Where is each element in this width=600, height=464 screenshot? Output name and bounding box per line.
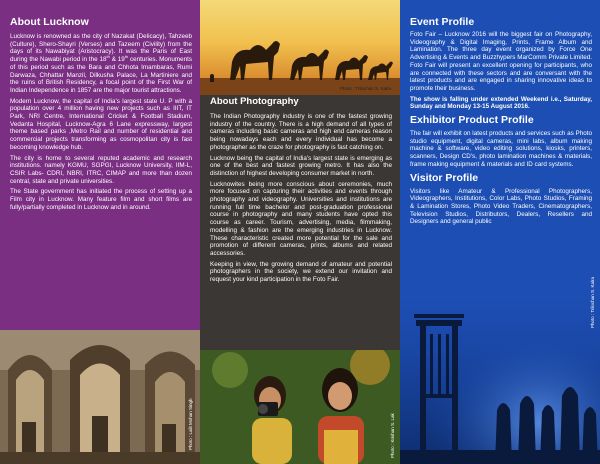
gate-silhouette-photo — [400, 276, 600, 464]
lucknow-para-4: The State government has initiated the process of setting up a Film city in Lucknow. Many feature film and short films are fully/partially completed in Lucknow and in around. — [10, 188, 192, 211]
gate-photo-credit: Photo : Trilochan S. Kalra — [590, 276, 595, 328]
camel-silhouette-photo — [200, 0, 400, 95]
sup-th-2: th — [124, 54, 129, 60]
event-profile-text — [410, 28, 592, 226]
event-dates-note: The show is falling under extended Weekend i.e., Saturday, Sunday and Monday 13-15 August 2016. — [410, 95, 592, 111]
photography-para-3: Lucknowites being more conscious about ceremonies, much more focused on capturing their activities and events through photography and videography. Universities and institutions are running full time bachelor and post-graduation professional course in photography and many students have opted this course as career. Tourism, advertising, media, filmmaking, modelling & fashion are the emerging industries in Lucknow. These characteristic created more potential for the sale and promotion of different cameras, prints, albums and related accessories. — [210, 180, 392, 257]
visitor-profile-heading: Visitor Profile — [410, 171, 479, 184]
camel-silhouettes — [200, 0, 400, 95]
event-profile-heading: Event Profile — [410, 16, 475, 28]
column-about-photography — [200, 0, 400, 464]
photography-para-4: Keeping in view, the growing demand of amateur and potential photographers in the society, we extend our invitation and request your kind participation in the Foto Fair. — [210, 260, 392, 284]
column-event-profile — [400, 0, 600, 464]
monument-ruins-photo — [0, 330, 200, 464]
lucknow-para-2: Modern Lucknow, the capital of India's largest state U. P with a population over 4 million having new projects such as IIIT, IT Park, NRI Centre, International Cricket & Football Stadium, Vedanta Hospital, Lucknow-Agra 6 Lane expressway, largest theme based parks ,Metro Rail and number of residential and commercial projects transforming as cosmopolitan city is fast becoming knowledge hub. — [10, 97, 192, 151]
sup-th-1: th — [106, 54, 110, 60]
lucknow-para-1c: centuries. Monuments of this period such as the Bara and Chhota Imambaras, Rumi Darwaza, Chhattar Manzil, Dilkusha Palace, La Martiniere and the ruins of British Residency, a focal point of the First War of Indian Independence in 1857 are the major tourist attractions. — [10, 56, 193, 94]
photographers-photo — [200, 350, 400, 464]
photography-para-1: The Indian Photography industry is one of the fastest growing industry of the country. There is a high demand of all types of cameras including basic cameras and high end cameras reason being nowadays each and every individual has become a photographer as the craze for photography is fast catching on. — [210, 113, 392, 151]
column-about-lucknow — [0, 0, 200, 464]
exhibitor-product-heading: Exhibitor Product Profile — [410, 114, 534, 127]
gate-silhouettes — [400, 300, 600, 464]
event-para-1: Foto Fair – Lucknow 2016 will the biggest fair on Photography, Videography & Digital Imaging, Prints, Frame Album and Lamination. The three day event organized by Force One Advertising & Events and Buzzhypers MarComm Private Limited. Foto Fair will present an excellent opening for participants, who are connected with these sectors and are conversant with the latest products and are engaged in sharing innovative ideas to promote their business. — [410, 31, 592, 92]
lucknow-para-3: The city is horne to several reputed academic and research institutions. namely KGMU, SGPGI, Lucknow University, IIM-L, CSIR Labs- CDRI, NBRI, ITRC, CIMAP and more than dozen central, state and private universities. — [10, 154, 192, 185]
photographers-photo-credit: Photo : Krishan S. Lak — [390, 413, 395, 458]
exhibitor-para: The fair will exhibit on latest products and services such as Photo studio equipment, digital cameras, mini labs, album making machine & software, video editing solutions, kiosks, printers, scanners, Design CD's, photo lamination machines & materials, frame making equipment & materials and ID card systems. — [410, 130, 593, 168]
photographers-illustration — [200, 350, 400, 464]
visitor-para: Visitors like Amateur & Professional Photographers, Videographers, Institutions, Color Labs, Photo Studios, Framing & Lamination Stores, Photo Video Traders, Cinematographers, Television Studios, Distributors, Dealers, Resellers and Designers and general public — [410, 187, 592, 226]
lucknow-para-1 — [10, 33, 192, 95]
lucknow-para-1a: Lucknow is renowned as the city of Nazakat (Delicacy), Tahzeeb (Culture), Shero-Shayri (Verses) and Tazeem (Civility) from the days of its Nawabiyat (Aristocracy). It was the Paris of East during the Nawabi period in the 18 — [10, 33, 192, 64]
lucknow-photo-credit: Photo : Lalit Mohan Singh — [188, 398, 193, 450]
lucknow-para-1b: & 19 — [109, 56, 125, 64]
camel-photo-credit: Photo : Trilochan S. Kalra — [340, 86, 392, 91]
about-lucknow-text — [10, 30, 192, 211]
about-photography-text — [210, 110, 392, 284]
about-photography-heading: About Photography — [210, 96, 299, 107]
ruins-illustration — [0, 330, 200, 464]
photography-para-2: Lucknow being the capital of India's largest state is emerging as one of the best and fastest growing metro. It has also the distinction of highest developing consumer market in north. — [210, 154, 392, 177]
about-lucknow-heading: About Lucknow — [10, 16, 89, 28]
